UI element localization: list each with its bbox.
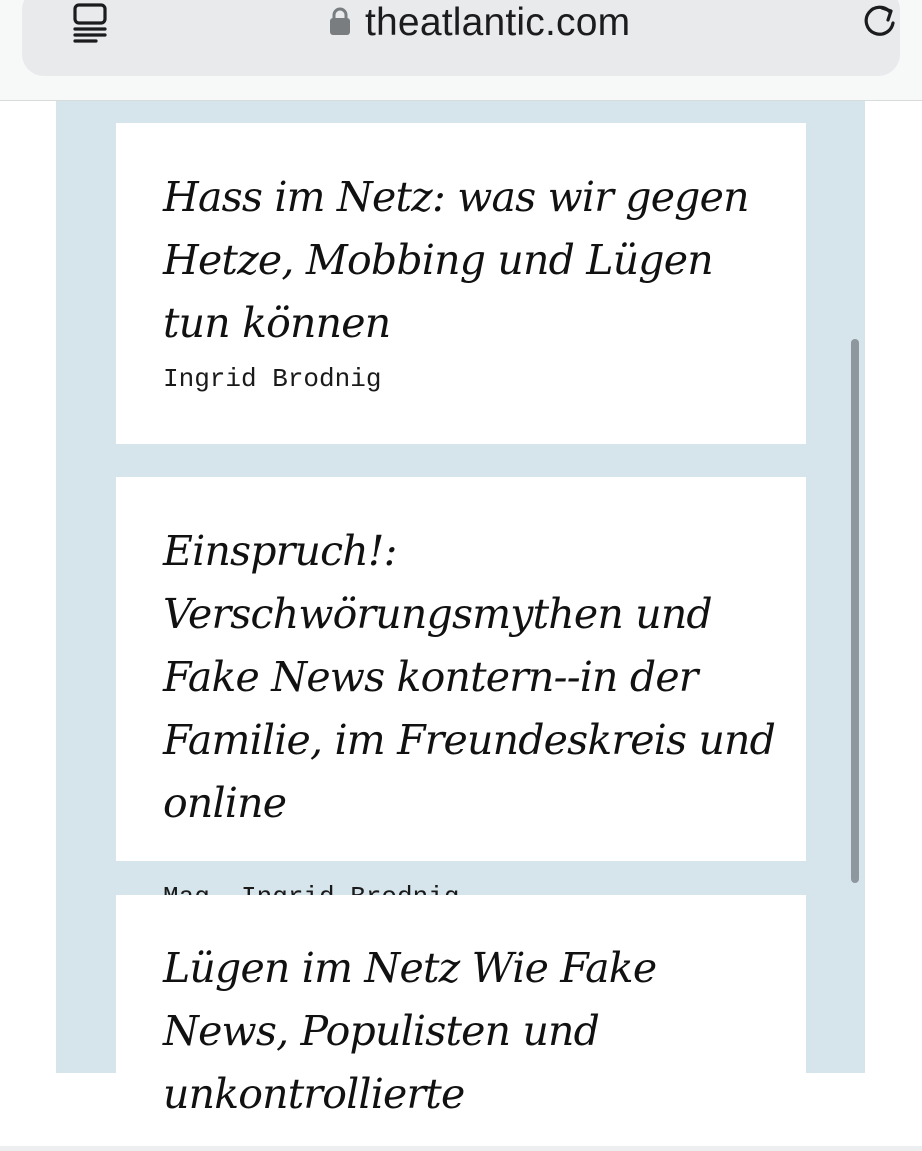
bottom-toolbar-edge xyxy=(0,1146,922,1151)
book-title[interactable]: Einspruch!: Verschwörungsmythen und Fake News kontern--in der Familie, im Freundeskreis und online xyxy=(163,527,776,827)
address-bar[interactable] xyxy=(22,0,900,76)
book-card[interactable] xyxy=(116,895,806,1135)
book-card[interactable] xyxy=(116,477,806,861)
browser-toolbar xyxy=(0,0,922,101)
book-list xyxy=(56,101,865,1118)
url-text[interactable]: theatlantic.com xyxy=(365,1,631,44)
book-author: Ingrid Brodnig xyxy=(163,364,382,394)
reload-icon[interactable] xyxy=(860,2,900,42)
book-title[interactable]: Lügen im Netz Wie Fake News, Populisten und unkontrollierte xyxy=(163,944,657,1118)
book-card[interactable] xyxy=(116,123,806,444)
book-title[interactable]: Hass im Netz: was wir gegen Hetze, Mobbing und Lügen tun können xyxy=(163,173,749,347)
lock-icon xyxy=(329,6,351,36)
scrollbar[interactable] xyxy=(851,339,859,883)
reader-mode-icon[interactable] xyxy=(72,2,110,44)
